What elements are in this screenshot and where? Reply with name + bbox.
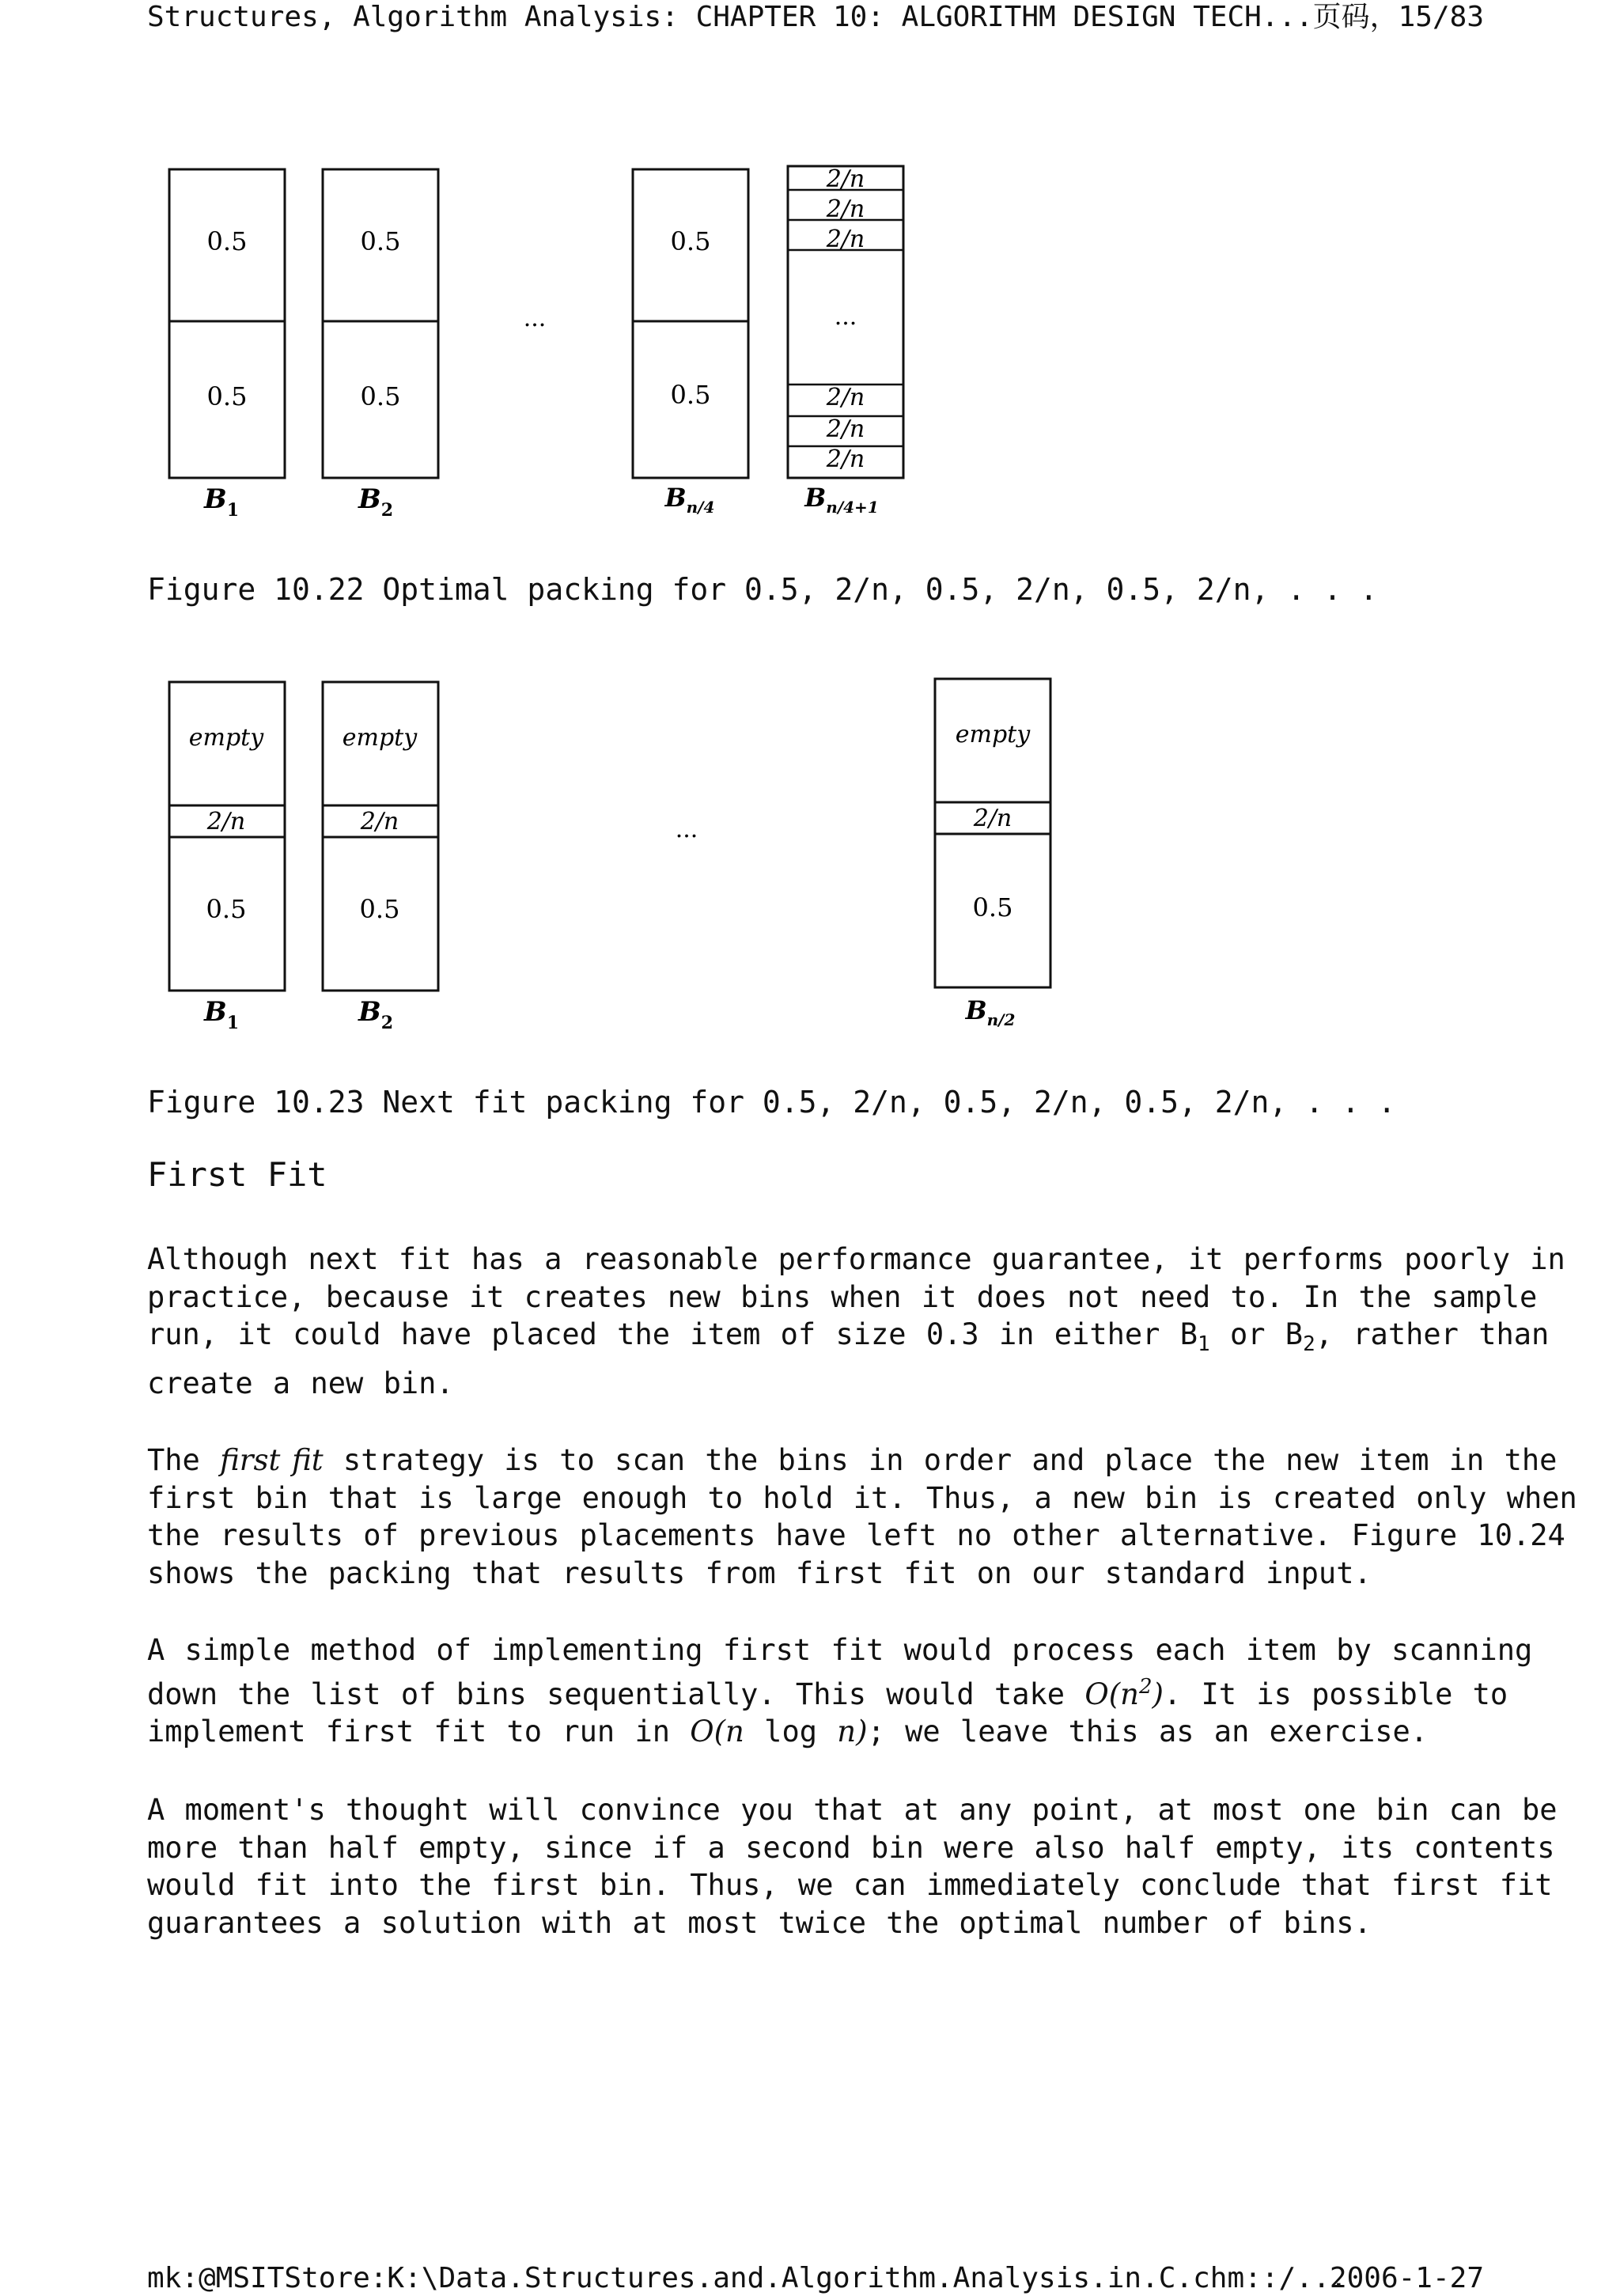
figure-caption: Figure 10.23 Next fit packing for 0.5, 2/n, 0.5, 2/n, 0.5, 2/n, . . . <box>147 1085 1396 1120</box>
bin-item: 2/n <box>826 225 865 253</box>
header-title: Structures, Algorithm Analysis: CHAPTER 10: ALGORITHM DESIGN TECH... <box>147 1 1313 33</box>
bin-item: 2/n <box>360 808 399 835</box>
bin-bn4 <box>633 169 748 517</box>
bin-item: 2/n <box>973 805 1012 832</box>
bin-item: 2/n <box>826 445 865 473</box>
bin-item: 0.5 <box>360 381 401 411</box>
paragraph: A moment's thought will convince you that at any point, at most one bin can be more than half empty, since if a second bin were also half empty, its contents would fit into the first bin. Thus, we can immediately conclude that first fit guarantees a solution with at most twice the optimal number of bins. <box>147 1793 1558 1940</box>
paragraph: The first fit strategy is to scan the bins in order and place the new item in the first bin that is large enough to hold it. Thus, a new bin is created only when the results of previous placements have left no other alternative. Figure 10.24 shows the packing that results from first fit on our standard input. <box>147 1443 1577 1590</box>
figure-caption: Figure 10.22 Optimal packing for 0.5, 2/n, 0.5, 2/n, 0.5, 2/n, . . . <box>147 572 1378 607</box>
bin-item: empty <box>342 724 418 752</box>
bin-item: 2/n <box>826 384 865 411</box>
bin-label: $B_{n/4}$ <box>664 483 715 517</box>
bin-item: 0.5 <box>670 380 711 410</box>
bin-b2 <box>323 169 438 521</box>
bin-label: $B_2$ <box>358 996 394 1033</box>
bin-item: empty <box>955 721 1031 748</box>
bin-b2 <box>323 682 438 1033</box>
page-header <box>147 0 1484 35</box>
ellipsis: ... <box>675 816 698 843</box>
section-heading: First Fit <box>147 1155 327 1194</box>
bin-item: 2/n <box>826 415 865 443</box>
bin-b1 <box>169 169 285 521</box>
bin-label: $B_1$ <box>203 996 240 1033</box>
paragraph: Although next fit has a reasonable performance guarantee, it performs poorly in practice, because it creates new bins when it does not need to. In the sample run, it could have placed the item of size 0.3 in either $B_1$ or $B_2$, rather than create a new bin. <box>147 1242 1565 1400</box>
header-page-number: 页码，15/83 <box>1312 1 1484 33</box>
ellipsis: ... <box>834 303 857 331</box>
bin-item: 2/n <box>826 165 865 193</box>
bin-item: 2/n <box>826 195 865 223</box>
figure-10-22 <box>158 158 918 530</box>
bin-label: $B_{n/4+1}$ <box>804 483 879 517</box>
bin-item: 0.5 <box>206 226 248 256</box>
ellipsis: ... <box>523 305 547 332</box>
bin-bn2 <box>935 679 1050 1029</box>
figure-10-23 <box>158 671 1092 1035</box>
footer-path: mk:@MSITStore:K:\Data.Structures.and.Algorithm.Analysis.in.C.chm::/... <box>147 2262 1348 2294</box>
bin-item: 2/n <box>206 808 246 835</box>
paragraph: A simple method of implementing first fit would process each item by scanning down the list of bins sequentially. This would take $O(n^2)$. It is possible to implement first fit to run in O(n log n); we leave this as an exercise. <box>147 1633 1533 1749</box>
bin-item: 0.5 <box>972 892 1013 923</box>
bin-item: empty <box>188 724 264 752</box>
bin-item: 0.5 <box>359 894 400 924</box>
bin-item: 0.5 <box>670 226 711 256</box>
bin-label: $B_1$ <box>203 483 240 521</box>
bin-item: 0.5 <box>360 226 401 256</box>
footer-date: 2006-1-27 <box>1329 2262 1484 2294</box>
bin-item: 0.5 <box>206 381 248 411</box>
page-footer <box>147 2261 1484 2296</box>
bin-bn4plus1 <box>788 165 903 517</box>
bin-b1 <box>169 682 285 1033</box>
bin-item: 0.5 <box>206 894 247 924</box>
bin-label: $B_2$ <box>358 483 394 521</box>
bin-label: $B_{n/2}$ <box>965 995 1016 1029</box>
